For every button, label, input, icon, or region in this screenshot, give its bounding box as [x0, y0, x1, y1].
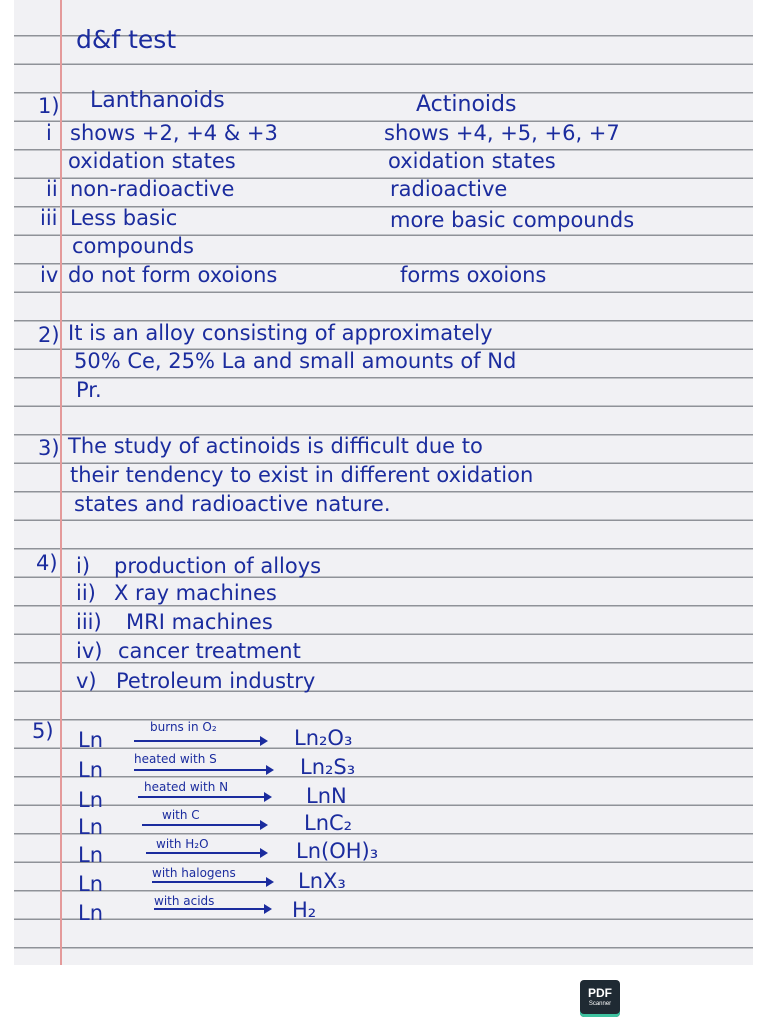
reaction-product: LnX₃: [298, 869, 346, 893]
q1-numeral: iii: [40, 206, 58, 230]
reaction-condition: heated with N: [144, 780, 229, 794]
badge-line2: Scanner: [588, 1001, 612, 1007]
reaction-arrow: [138, 796, 270, 798]
q3-line: their tendency to exist in different oxidation: [70, 463, 534, 487]
reaction-arrow: [152, 881, 272, 883]
q2-line: It is an alloy consisting of approximately: [68, 321, 493, 345]
q4-numeral: ii): [76, 581, 96, 605]
q4-numeral: iii): [76, 610, 102, 634]
actinoid-line: shows +4, +5, +6, +7: [384, 121, 620, 145]
q1-numeral: i: [46, 121, 52, 145]
reaction-reactant: Ln: [78, 815, 104, 839]
notebook-page: [14, 0, 753, 965]
reaction-reactant: Ln: [78, 872, 104, 896]
lanthanoid-line: non-radioactive: [70, 177, 235, 201]
reaction-reactant: Ln: [78, 843, 104, 867]
actinoid-line: oxidation states: [388, 149, 556, 173]
q1-numeral: iv: [40, 263, 59, 287]
q3-number: 3): [38, 436, 60, 460]
reaction-reactant: Ln: [78, 728, 104, 752]
q1-numeral: ii: [46, 177, 58, 201]
lanthanoid-line: do not form oxoions: [68, 263, 278, 287]
actinoid-line: more basic compounds: [390, 208, 635, 232]
q2-line: 50% Ce, 25% La and small amounts of Nd: [74, 349, 517, 373]
reaction-condition: heated with S: [134, 752, 217, 766]
reaction-condition: with acids: [154, 894, 215, 908]
pdf-scanner-logo: [580, 980, 620, 1017]
q1-header-actinoids: Actinoids: [416, 92, 517, 117]
q2-number: 2): [38, 323, 60, 347]
reaction-product: Ln₂O₃: [294, 726, 353, 750]
reaction-product: LnN: [306, 784, 347, 808]
q3-line: The study of actinoids is difficult due to: [68, 434, 483, 458]
lanthanoid-line: compounds: [72, 234, 194, 258]
lanthanoid-line: oxidation states: [68, 149, 236, 173]
q4-item: MRI machines: [126, 610, 273, 634]
reaction-arrow: [134, 740, 266, 742]
q4-item: Petroleum industry: [116, 669, 316, 693]
lanthanoid-line: Less basic: [70, 206, 178, 230]
reaction-condition: with C: [162, 808, 200, 822]
q4-numeral: i): [76, 554, 91, 578]
reaction-reactant: Ln: [78, 788, 104, 812]
q2-line: Pr.: [76, 378, 102, 402]
q4-item: production of alloys: [114, 554, 322, 578]
reaction-reactant: Ln: [78, 901, 104, 925]
q4-number: 4): [36, 551, 58, 575]
reaction-arrow: [134, 769, 272, 771]
q1-header-lanthanoids: Lanthanoids: [90, 88, 225, 113]
reaction-condition: with halogens: [152, 866, 236, 880]
actinoid-line: radioactive: [390, 177, 508, 201]
margin-line: [60, 0, 62, 965]
reaction-product: LnC₂: [304, 811, 353, 835]
q4-numeral: v): [76, 669, 97, 693]
reaction-reactant: Ln: [78, 758, 104, 782]
q4-numeral: iv): [76, 639, 103, 663]
q4-item: X ray machines: [114, 581, 277, 605]
q5-number: 5): [32, 719, 54, 743]
q1-number: 1): [38, 94, 60, 118]
reaction-arrow: [142, 824, 266, 826]
q3-line: states and radioactive nature.: [74, 492, 391, 516]
reaction-condition: burns in O₂: [150, 720, 217, 734]
lanthanoid-line: shows +2, +4 & +3: [70, 121, 278, 145]
reaction-product: Ln₂S₃: [300, 755, 356, 779]
reaction-arrow: [146, 852, 266, 854]
q4-item: cancer treatment: [118, 639, 301, 663]
reaction-condition: with H₂O: [156, 837, 209, 851]
reaction-arrow: [154, 908, 270, 910]
actinoid-line: forms oxoions: [400, 263, 547, 287]
reaction-product: H₂: [292, 898, 317, 922]
badge-line1: PDF: [588, 986, 612, 1000]
reaction-product: Ln(OH)₃: [296, 839, 379, 863]
page-title: d&f test: [76, 25, 177, 54]
